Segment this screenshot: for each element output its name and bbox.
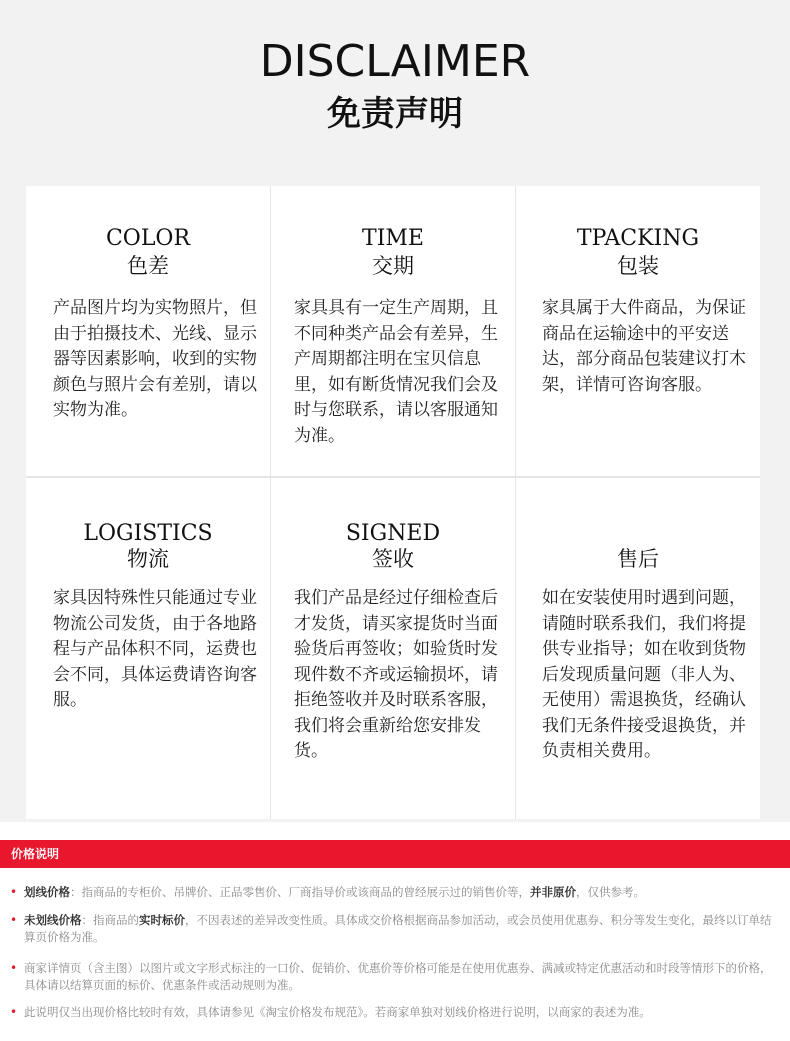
note-text: ：指商品的专柜价、吊牌价、正品零售价、厂商指导价或该商品的曾经展示过的销售价等，: [70, 885, 530, 899]
section-time: [271, 186, 515, 476]
section-title-cn: 包装: [617, 254, 659, 278]
section-title-cn: 物流: [127, 547, 169, 571]
disclaimer-grid: [26, 186, 760, 819]
note-label: 划线价格: [24, 885, 70, 899]
section-color: [26, 186, 270, 476]
section-title-cn: 签收: [372, 547, 414, 571]
note-label: 未划线价格: [24, 913, 82, 927]
section-logistics: [26, 478, 270, 819]
section-title-cn: 交期: [372, 254, 414, 278]
bullet-icon: •: [10, 961, 18, 975]
bullet-icon: •: [10, 913, 18, 927]
title-en: DISCLAIMER: [259, 36, 531, 87]
section-body: 产品图片均为实物照片，但由于拍摄技术、光线、显示器等因素影响，收到的实物颜色与照片会有差别，请以实物为准。: [53, 298, 257, 420]
section-body: 我们产品是经过仔细检查后才发货，请买家提货时当面验货后再签收；如验货时发现件数不齐或运输损坏，请拒绝签收并及时联系客服，我们将会重新给您安排发货。: [294, 588, 498, 761]
price-note-current: [10, 912, 780, 946]
section-after-sales: [516, 478, 760, 819]
note-text: 此说明仅当出现价格比较时有效，具体请参见《淘宝价格发布规范》。若商家单独对划线价格进行说明，以商家的表述为准。: [24, 1005, 651, 1019]
note-emphasis: 并非原价: [530, 885, 576, 899]
section-title-cn: 售后: [617, 547, 659, 571]
note-text: ，不因表述的差异改变性质。具体成交价格根据商品参加活动，或会员使用优惠券、积分等发生变化，最终以订单结算页价格为准。: [24, 913, 772, 944]
section-title-cn: 色差: [127, 254, 169, 278]
note-emphasis: 实时标价: [139, 913, 185, 927]
section-title-en: TPACKING: [576, 226, 700, 251]
bullet-icon: •: [10, 885, 18, 899]
note-text: 商家详情页（含主图）以图片或文字形式标注的一口价、促销价、优惠价等价格可能是在使用优惠券、满减或特定优惠活动和时段等情形下的价格，具体请以结算页面的标价、优惠条件或活动规则为准。: [24, 961, 772, 992]
section-packing: [516, 186, 760, 476]
bullet-icon: •: [10, 1005, 18, 1019]
section-title-en: TIME: [362, 226, 424, 251]
section-body: 如在安装使用时遇到问题，请随时联系我们，我们将提供专业指导；如在收到货物后发现质量问题（非人为、无使用）需退换货，经确认我们无条件接受退换货，并负责相关费用。: [542, 588, 746, 761]
section-signed: [271, 478, 515, 819]
price-note-strikethrough: [10, 884, 780, 901]
price-explanation-bar: [0, 840, 790, 868]
note-text: ，仅供参考。: [576, 885, 645, 899]
section-title-en: SIGNED: [345, 521, 441, 546]
price-note-detail-page: [10, 960, 780, 994]
title-cn: 免责声明: [327, 94, 463, 134]
section-title-en: LOGISTICS: [83, 521, 213, 546]
note-text: ：指商品的: [81, 913, 139, 927]
price-bar-title: 价格说明: [11, 847, 60, 861]
price-note-validity: [10, 1004, 780, 1021]
section-body: 家具属于大件商品，为保证商品在运输途中的平安送达，部分商品包装建议打木架，详情可咨询客服。: [542, 298, 746, 395]
section-title-en: COLOR: [105, 226, 191, 251]
section-body: 家具因特殊性只能通过专业物流公司发货，由于各地路程与产品体积不同，运费也会不同，具体运费请咨询客服。: [53, 588, 257, 710]
section-body: 家具具有一定生产周期，且不同种类产品会有差异，生产周期都注明在宝贝信息里，如有断货情况我们会及时与您联系，请以客服通知为准。: [294, 298, 498, 446]
